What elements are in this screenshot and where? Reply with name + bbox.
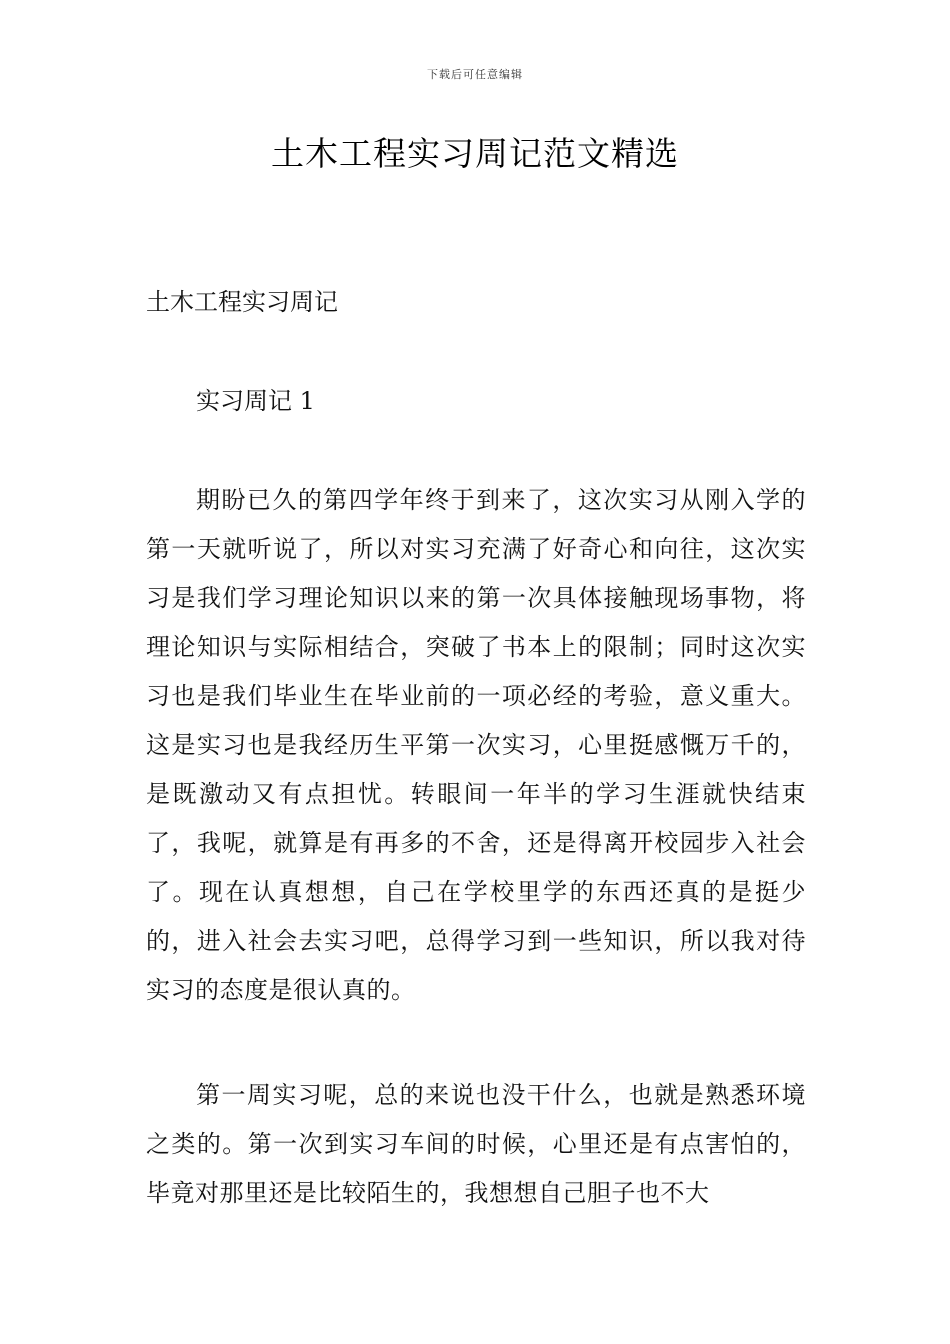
section-heading: 土木工程实习周记 (146, 288, 338, 316)
sub-heading: 实习周记 1 (196, 387, 315, 415)
header-note: 下载后可任意编辑 (427, 68, 523, 81)
document-title: 土木工程实习周记范文精选 (271, 134, 679, 173)
paragraph: 第一周实习呢，总的来说也没干什么，也就是熟悉环境之类的。第一次到实习车间的时候，心里还是有点害怕的，毕竟对那里还是比较陌生的，我想想自己胆子也不大 (146, 1081, 806, 1207)
paragraph: 期盼已久的第四学年终于到来了，这次实习从刚入学的第一天就听说了，所以对实习充满了好奇心和向往，这次实习是我们学习理论知识以来的第一次具体接触现场事物，将理论知识与实际相结合，突破了书本上的限制；同时这次实习也是我们毕业生在毕业前的一项必经的考验，意义重大。这是实习也是我经历生平第一次实习，心里挺感慨万千的，是既激动又有点担忧。转眼间一年半的学习生涯就快结束了，我呢，就算是有再多的不舍，还是得离开校园步入社会了。现在认真想想，自己在学校里学的东西还真的是挺少的，进入社会去实习吧，总得学习到一些知识，所以我对待实习的态度是很认真的。 (146, 486, 806, 1004)
